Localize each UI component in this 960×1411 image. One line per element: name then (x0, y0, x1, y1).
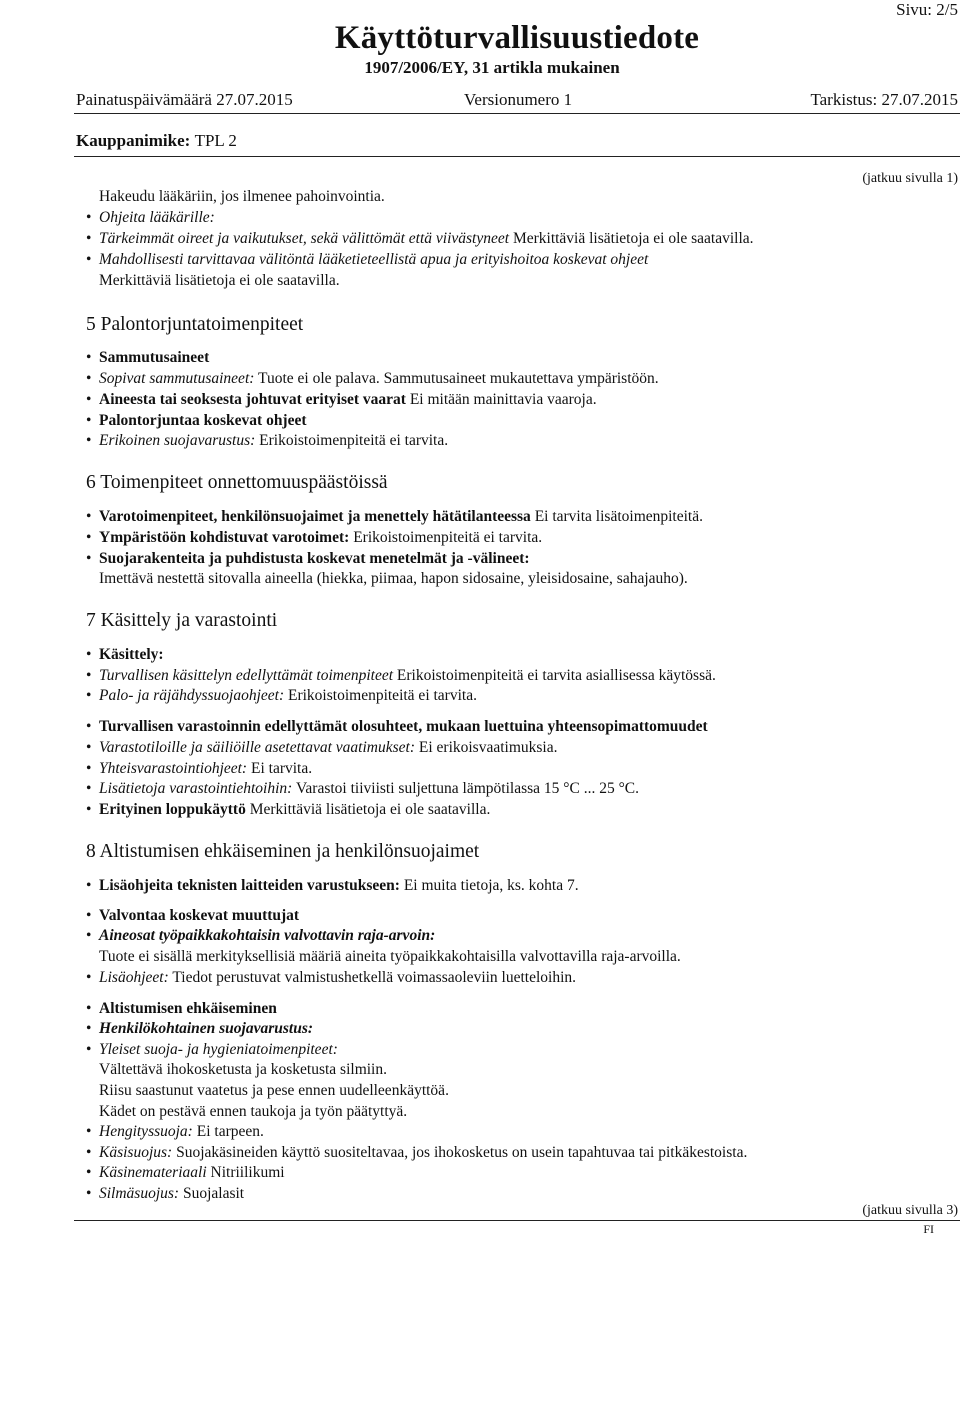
trade-name (76, 130, 237, 152)
s8-line-7: • Henkilökohtainen suojavarustus: (86, 1020, 314, 1037)
s7-line-7: • Lisätietoja varastointiehtoihin: Varastoi tiiviisti suljettuna lämpötilassa 15 °C ... 25 °C. (86, 780, 639, 797)
section-5-title: 5 Palontorjuntatoimenpiteet (86, 314, 304, 335)
s8-line-4: Tuote ei sisällä merkityksellisiä määriä aineita työpaikkakohtaisilla valvottavilla raja-arvoilla. (99, 948, 681, 965)
s6-line-1: • Varotoimenpiteet, henkilönsuojaimet ja menettely hätätilanteessa Ei tarvita lisätoimenpiteitä. (86, 508, 703, 525)
s8-line-9: Vältettävä ihokosketusta ja kosketusta silmiin. (99, 1061, 387, 1078)
s5-line-2: • Sopivat sammutusaineet: Tuote ei ole palava. Sammutusaineet mukautettava ympäristöön. (86, 370, 659, 387)
s8-line-5: • Lisäohjeet: Tiedot perustuvat valmistushetkellä voimassaoleviin luetteloihin. (86, 969, 577, 986)
version-number: Versionumero 1 (464, 90, 573, 109)
language-code: FI (923, 1222, 934, 1236)
s5-line-1: • Sammutusaineet (86, 349, 210, 366)
s8-line-8: • Yleiset suoja- ja hygieniatoimenpiteet: (86, 1041, 338, 1058)
s8-line-6: • Altistumisen ehkäiseminen (86, 1000, 277, 1017)
s8-line-11: Kädet on pestävä ennen taukoja ja työn päätyttyä. (99, 1103, 408, 1120)
document-subtitle: 1907/2006/EY, 31 artikla mukainen (364, 58, 620, 77)
continued-on-note: (jatkuu sivulla 3) (862, 1203, 958, 1218)
s4-line-5: Merkittäviä lisätietoja ei ole saatavilla. (99, 272, 340, 289)
s6-line-3: • Suojarakenteita ja puhdistusta koskevat menetelmät ja -välineet: (86, 550, 530, 567)
s7-line-6: • Yhteisvarastointiohjeet: Ei tarvita. (86, 760, 313, 777)
trade-name-value: TPL 2 (194, 131, 237, 150)
s7-line-1: • Käsittely: (86, 646, 164, 663)
s4-line-2: • Ohjeita lääkärille: (86, 209, 215, 226)
s4-line-1: Hakeudu lääkäriin, jos ilmenee pahoinvointia. (99, 188, 385, 205)
continued-from-note: (jatkuu sivulla 1) (862, 171, 958, 186)
s8-line-3: • Aineosat työpaikkakohtaisin valvottavin raja-arvoin: (86, 927, 436, 944)
s8-line-12: • Hengityssuoja: Ei tarpeen. (86, 1123, 264, 1140)
revision-date: Tarkistus: 27.07.2015 (810, 90, 958, 109)
footer-divider (74, 1220, 960, 1221)
header-divider (74, 113, 960, 114)
s8-line-13: • Käsisuojus: Suojakäsineiden käyttö suositeltavaa, jos ihokosketus on usein tapahtuvaa tai pitkäkestoista. (86, 1144, 748, 1161)
section-7-title: 7 Käsittely ja varastointi (86, 610, 278, 631)
s6-line-4: Imettävä nestettä sitovalla aineella (hiekka, piimaa, hapon sidosaine, yleisidosaine, sahajauho). (99, 570, 688, 587)
trade-name-label: Kauppanimike: (76, 131, 191, 150)
s8-line-14: • Käsinemateriaali Nitriilikumi (86, 1164, 285, 1181)
s5-line-3: • Aineesta tai seoksesta johtuvat erityiset vaarat Ei mitään mainittavia vaaroja. (86, 391, 597, 408)
s7-line-8: • Erityinen loppukäyttö Merkittäviä lisätietoja ei ole saatavilla. (86, 801, 491, 818)
s8-line-10: Riisu saastunut vaatetus ja pese ennen uudelleenkäyttöä. (99, 1082, 449, 1099)
trade-divider (74, 156, 960, 157)
s7-line-4: • Turvallisen varastoinnin edellyttämät olosuhteet, mukaan luettuina yhteensopimattomuudet (86, 718, 708, 735)
section-6-title: 6 Toimenpiteet onnettomuuspäästöissä (86, 472, 388, 493)
s7-line-3: • Palo- ja räjähdyssuojaohjeet: Erikoistoimenpiteitä ei tarvita. (86, 687, 477, 704)
s8-line-2: • Valvontaa koskevat muuttujat (86, 907, 300, 924)
document-title: Käyttöturvallisuustiedote (334, 20, 700, 56)
page-number: Sivu: 2/5 (896, 0, 958, 19)
print-date: Painatuspäivämäärä 27.07.2015 (76, 90, 293, 109)
s4-line-3: • Tärkeimmät oireet ja vaikutukset, sekä välittömät että viivästyneet Merkittäviä lisätietoja ei ole saatavilla. (86, 230, 754, 247)
s6-line-2: • Ympäristöön kohdistuvat varotoimet: Erikoistoimenpiteitä ei tarvita. (86, 529, 543, 546)
s5-line-5: • Erikoinen suojavarustus: Erikoistoimenpiteitä ei tarvita. (86, 432, 449, 449)
s7-line-5: • Varastotiloille ja säiliöille asetettavat vaatimukset: Ei erikoisvaatimuksia. (86, 739, 558, 756)
s8-line-1: • Lisäohjeita teknisten laitteiden varustukseen: Ei muita tietoja, ks. kohta 7. (86, 877, 579, 894)
s7-line-2: • Turvallisen käsittelyn edellyttämät toimenpiteet Erikoistoimenpiteitä ei tarvita asiallisessa käytössä. (86, 667, 716, 684)
s8-line-15: • Silmäsuojus: Suojalasit (86, 1185, 245, 1202)
s4-line-4: • Mahdollisesti tarvittavaa välitöntä lääketieteellistä apua ja erityishoitoa koskevat ohjeet (86, 251, 649, 268)
s5-line-4: • Palontorjuntaa koskevat ohjeet (86, 412, 307, 429)
section-8-title: 8 Altistumisen ehkäiseminen ja henkilönsuojaimet (86, 841, 480, 862)
